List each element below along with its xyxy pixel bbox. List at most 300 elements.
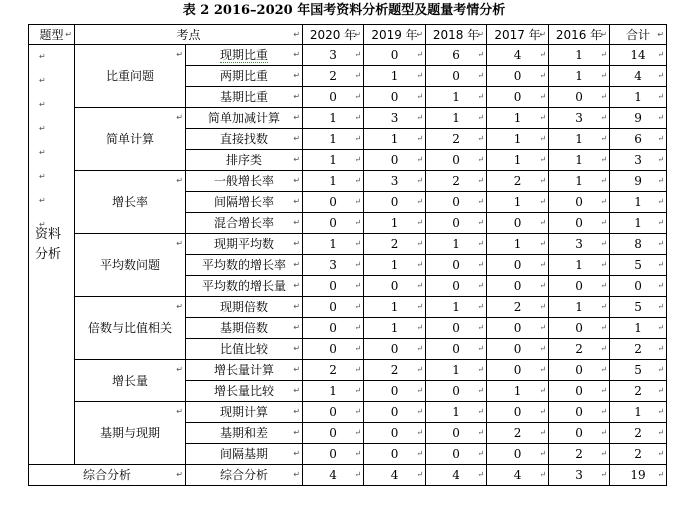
group-name: 简单计算 ↵ — [75, 108, 186, 171]
header-year-2017: 2017 年 ↵ — [487, 25, 549, 45]
point-label: 基期比重 ↵ — [186, 87, 303, 108]
point-label: 间隔增长率 ↵ — [186, 192, 303, 213]
value-cell: 1 ↵ — [303, 234, 364, 255]
value-cell: 4 ↵ — [487, 465, 549, 486]
value-cell: 1 ↵ — [426, 108, 487, 129]
paragraph-mark: ↵ — [477, 344, 485, 353]
value-cell: 0 ↵ — [303, 297, 364, 318]
value-cell: 3 ↵ — [303, 255, 364, 276]
paragraph-mark: ↵ — [477, 470, 485, 479]
table-row — [29, 108, 667, 129]
table-title: 表 2 2016–2020 年国考资料分析题型及题量考情分析 — [182, 3, 506, 18]
paragraph-mark: ↵ — [600, 71, 608, 80]
total-cell: 2 ↵ — [610, 444, 667, 465]
value-cell: 0 ↵ — [426, 444, 487, 465]
paragraph-mark: ↵ — [600, 50, 608, 59]
total-cell: 1 ↵ — [610, 318, 667, 339]
paragraph-mark: ↵ — [354, 386, 362, 395]
paragraph-mark: ↵ — [539, 176, 547, 185]
paragraph-mark: ↵ — [176, 50, 183, 59]
paragraph-mark: ↵ — [176, 407, 183, 416]
paragraph-mark: ↵ — [416, 176, 424, 185]
paragraph-mark: ↵ — [477, 449, 485, 458]
total-cell: 5 ↵ — [610, 255, 667, 276]
paragraph-mark: ↵ — [354, 260, 362, 269]
paragraph-mark: ↵ — [539, 134, 547, 143]
point-label: 现期计算 ↵ — [186, 402, 303, 423]
paragraph-mark: ↵ — [539, 323, 547, 332]
paragraph-mark: ↵ — [657, 197, 665, 206]
paragraph-mark: ↵ — [293, 449, 301, 458]
paragraph-mark: ↵ — [539, 155, 547, 164]
value-cell: 4 ↵ — [364, 465, 426, 486]
paragraph-mark: ↵ — [416, 134, 424, 143]
value-cell: 0 ↵ — [487, 276, 549, 297]
paragraph-mark: ↵ — [293, 470, 301, 479]
total-cell: 5 ↵ — [610, 297, 667, 318]
value-cell: 3 ↵ — [364, 108, 426, 129]
paragraph-mark: ↵ — [657, 176, 665, 185]
paragraph-mark: ↵ — [293, 176, 301, 185]
point-label: 平均数的增长率 ↵ — [186, 255, 303, 276]
paragraph-mark: ↵ — [600, 113, 608, 122]
value-cell: 0 ↵ — [549, 381, 610, 402]
group-name: 倍数与比值相关 ↵ — [75, 297, 186, 360]
paragraph-mark: ↵ — [416, 323, 424, 332]
paragraph-mark: ↵ — [39, 148, 46, 157]
paragraph-mark: ↵ — [600, 344, 608, 353]
paragraph-mark: ↵ — [477, 239, 485, 248]
paragraph-mark: ↵ — [354, 365, 362, 374]
value-cell: 3 ↵ — [303, 45, 364, 66]
value-cell: 6 ↵ — [426, 45, 487, 66]
paragraph-mark: ↵ — [354, 218, 362, 227]
value-cell: 1 ↵ — [303, 150, 364, 171]
total-cell: 14 ↵ — [610, 45, 667, 66]
value-cell: 0 ↵ — [303, 192, 364, 213]
total-cell: 2 ↵ — [610, 381, 667, 402]
value-cell: 0 ↵ — [364, 381, 426, 402]
point-label: 一般增长率 ↵ — [186, 171, 303, 192]
paragraph-mark: ↵ — [39, 52, 46, 61]
paragraph-mark: ↵ — [600, 239, 608, 248]
paragraph-mark: ↵ — [477, 281, 485, 290]
total-cell: 1 ↵ — [610, 192, 667, 213]
paragraph-mark: ↵ — [539, 239, 547, 248]
value-cell: 0 ↵ — [487, 402, 549, 423]
paragraph-mark: ↵ — [39, 172, 46, 181]
value-cell: 0 ↵ — [364, 45, 426, 66]
value-cell: 2 ↵ — [303, 66, 364, 87]
group-name: 增长率 ↵ — [75, 171, 186, 234]
paragraph-mark: ↵ — [354, 302, 362, 311]
header-year-2016: 2016 年 ↵ — [549, 25, 610, 45]
paragraph-mark: ↵ — [657, 470, 665, 479]
value-cell: 0 ↵ — [303, 339, 364, 360]
group-name: 比重问题 ↵ — [75, 45, 186, 108]
paragraph-mark: ↵ — [477, 260, 485, 269]
paragraph-mark: ↵ — [354, 470, 362, 479]
paragraph-mark: ↵ — [293, 218, 301, 227]
point-label: 现期平均数 ↵ — [186, 234, 303, 255]
value-cell: 1 ↵ — [303, 108, 364, 129]
value-cell: 2 ↵ — [487, 423, 549, 444]
paragraph-mark: ↵ — [416, 281, 424, 290]
value-cell: 0 ↵ — [426, 423, 487, 444]
paragraph-mark: ↵ — [657, 71, 665, 80]
value-cell: 4 ↵ — [303, 465, 364, 486]
paragraph-mark: ↵ — [416, 344, 424, 353]
exam-analysis-table — [28, 24, 667, 486]
value-cell: 1 ↵ — [364, 297, 426, 318]
paragraph-mark: ↵ — [416, 449, 424, 458]
point-label: 排序类 ↵ — [186, 150, 303, 171]
type-cell-marks — [29, 45, 74, 229]
total-cell: 1 ↵ — [610, 87, 667, 108]
paragraph-mark: ↵ — [477, 407, 485, 416]
paragraph-mark: ↵ — [39, 196, 46, 205]
value-cell: 0 ↵ — [303, 276, 364, 297]
value-cell: 1 ↵ — [549, 66, 610, 87]
point-label: 混合增长率 ↵ — [186, 213, 303, 234]
paragraph-mark: ↵ — [293, 365, 301, 374]
value-cell: 0 ↵ — [426, 339, 487, 360]
table-row — [29, 360, 667, 381]
value-cell: 1 ↵ — [487, 234, 549, 255]
table-row — [29, 171, 667, 192]
point-label: 增长量计算 ↵ — [186, 360, 303, 381]
value-cell: 4 ↵ — [487, 45, 549, 66]
header-year-2019: 2019 年 ↵ — [364, 25, 426, 45]
group-name: 综合分析 ↵ — [29, 465, 186, 486]
paragraph-mark: ↵ — [416, 92, 424, 101]
paragraph-mark: ↵ — [539, 71, 547, 80]
paragraph-mark: ↵ — [657, 344, 665, 353]
value-cell: 1 ↵ — [426, 87, 487, 108]
paragraph-mark: ↵ — [354, 449, 362, 458]
value-cell: 1 ↵ — [426, 360, 487, 381]
value-cell: 0 ↵ — [426, 66, 487, 87]
value-cell: 1 ↵ — [487, 381, 549, 402]
total-cell: 4 ↵ — [610, 66, 667, 87]
paragraph-mark: ↵ — [539, 470, 547, 479]
table-row — [29, 402, 667, 423]
paragraph-mark: ↵ — [657, 260, 665, 269]
paragraph-mark: ↵ — [600, 302, 608, 311]
value-cell: 2 ↵ — [364, 234, 426, 255]
paragraph-mark: ↵ — [600, 428, 608, 437]
paragraph-mark: ↵ — [416, 470, 424, 479]
value-cell: 0 ↵ — [487, 255, 549, 276]
paragraph-mark: ↵ — [657, 407, 665, 416]
value-cell: 1 ↵ — [364, 66, 426, 87]
paragraph-mark: ↵ — [539, 50, 547, 59]
header-year-2020: 2020 年 ↵ — [303, 25, 364, 45]
paragraph-mark: ↵ — [39, 100, 46, 109]
paragraph-mark: ↵ — [600, 386, 608, 395]
value-cell: 1 ↵ — [549, 129, 610, 150]
paragraph-mark: ↵ — [657, 113, 665, 122]
header-total: 合计 ↵ — [610, 25, 667, 45]
point-label: 基期倍数 ↵ — [186, 318, 303, 339]
value-cell: 1 ↵ — [487, 192, 549, 213]
paragraph-mark: ↵ — [600, 323, 608, 332]
value-cell: 0 ↵ — [487, 360, 549, 381]
value-cell: 1 ↵ — [487, 108, 549, 129]
paragraph-mark: ↵ — [354, 134, 362, 143]
value-cell: 0 ↵ — [487, 339, 549, 360]
point-label: 平均数的增长量 ↵ — [186, 276, 303, 297]
value-cell: 2 ↵ — [364, 360, 426, 381]
paragraph-mark: ↵ — [600, 218, 608, 227]
paragraph-mark: ↵ — [657, 302, 665, 311]
paragraph-mark: ↵ — [657, 50, 665, 59]
paragraph-mark: ↵ — [293, 302, 301, 311]
value-cell: 0 ↵ — [303, 318, 364, 339]
paragraph-mark: ↵ — [477, 302, 485, 311]
paragraph-mark: ↵ — [600, 92, 608, 101]
paragraph-mark: ↵ — [477, 134, 485, 143]
value-cell: 1 ↵ — [426, 297, 487, 318]
paragraph-mark: ↵ — [416, 113, 424, 122]
value-cell: 1 ↵ — [487, 150, 549, 171]
paragraph-mark: ↵ — [354, 113, 362, 122]
value-cell: 0 ↵ — [549, 276, 610, 297]
paragraph-mark: ↵ — [39, 124, 46, 133]
paragraph-mark: ↵ — [416, 302, 424, 311]
paragraph-mark: ↵ — [539, 386, 547, 395]
value-cell: 1 ↵ — [549, 171, 610, 192]
paragraph-mark: ↵ — [293, 50, 301, 59]
value-cell: 0 ↵ — [426, 192, 487, 213]
paragraph-mark: ↵ — [600, 155, 608, 164]
paragraph-mark: ↵ — [539, 344, 547, 353]
paragraph-mark: ↵ — [39, 76, 46, 85]
paragraph-mark: ↵ — [293, 239, 301, 248]
value-cell: 0 ↵ — [426, 255, 487, 276]
paragraph-mark: ↵ — [416, 428, 424, 437]
paragraph-mark: ↵ — [477, 176, 485, 185]
paragraph-mark: ↵ — [657, 134, 665, 143]
value-cell: 3 ↵ — [549, 234, 610, 255]
paragraph-mark: ↵ — [416, 71, 424, 80]
paragraph-mark: ↵ — [657, 239, 665, 248]
value-cell: 0 ↵ — [487, 87, 549, 108]
value-cell: 1 ↵ — [549, 150, 610, 171]
paragraph-mark: ↵ — [416, 50, 424, 59]
value-cell: 0 ↵ — [426, 213, 487, 234]
paragraph-mark: ↵ — [600, 407, 608, 416]
paragraph-mark: ↵ — [176, 302, 183, 311]
paragraph-mark: ↵ — [539, 197, 547, 206]
value-cell: 1 ↵ — [303, 171, 364, 192]
paragraph-mark: ↵ — [600, 134, 608, 143]
value-cell: 0 ↵ — [303, 213, 364, 234]
paragraph-mark: ↵ — [293, 344, 301, 353]
table-row — [29, 45, 667, 66]
paragraph-mark: ↵ — [657, 155, 665, 164]
paragraph-mark: ↵ — [354, 323, 362, 332]
paragraph-mark: ↵ — [657, 92, 665, 101]
paragraph-mark: ↵ — [477, 113, 485, 122]
group-name: 增长量 ↵ — [75, 360, 186, 402]
paragraph-mark: ↵ — [539, 407, 547, 416]
paragraph-mark: ↵ — [416, 260, 424, 269]
value-cell: 1 ↵ — [549, 45, 610, 66]
paragraph-mark: ↵ — [354, 71, 362, 80]
value-cell: 2 ↵ — [487, 297, 549, 318]
paragraph-mark: ↵ — [354, 50, 362, 59]
paragraph-mark: ↵ — [657, 449, 665, 458]
point-label: 间隔基期 ↵ — [186, 444, 303, 465]
value-cell: 0 ↵ — [303, 402, 364, 423]
paragraph-mark: ↵ — [539, 218, 547, 227]
paragraph-mark: ↵ — [293, 323, 301, 332]
paragraph-mark: ↵ — [176, 113, 183, 122]
paragraph-mark: ↵ — [600, 365, 608, 374]
paragraph-mark: ↵ — [354, 155, 362, 164]
paragraph-mark: ↵ — [416, 386, 424, 395]
value-cell: 0 ↵ — [364, 192, 426, 213]
point-label: 现期倍数 ↵ — [186, 297, 303, 318]
value-cell: 0 ↵ — [549, 192, 610, 213]
point-label: 增长量比较 ↵ — [186, 381, 303, 402]
paragraph-mark: ↵ — [657, 386, 665, 395]
point-label: 现期比重 ↵ — [186, 45, 303, 66]
paragraph-mark: ↵ — [293, 428, 301, 437]
value-cell: 1 ↵ — [303, 381, 364, 402]
value-cell: 0 ↵ — [303, 423, 364, 444]
value-cell: 0 ↵ — [303, 87, 364, 108]
value-cell: 3 ↵ — [549, 465, 610, 486]
total-cell: 2 ↵ — [610, 423, 667, 444]
paragraph-mark: ↵ — [477, 218, 485, 227]
value-cell: 2 ↵ — [426, 129, 487, 150]
paragraph-mark: ↵ — [293, 281, 301, 290]
header-row — [29, 25, 667, 45]
value-cell: 1 ↵ — [426, 402, 487, 423]
paragraph-mark: ↵ — [477, 386, 485, 395]
value-cell: 1 ↵ — [364, 255, 426, 276]
point-label: 两期比重 ↵ — [186, 66, 303, 87]
value-cell: 1 ↵ — [303, 129, 364, 150]
value-cell: 0 ↵ — [426, 150, 487, 171]
paragraph-mark: ↵ — [539, 449, 547, 458]
paragraph-mark: ↵ — [416, 239, 424, 248]
group-name: 基期与现期 ↵ — [75, 402, 186, 465]
point-label: 直接找数 ↵ — [186, 129, 303, 150]
paragraph-mark: ↵ — [416, 197, 424, 206]
paragraph-mark: ↵ — [539, 428, 547, 437]
type-label: 资料分析 — [35, 227, 62, 262]
paragraph-mark: ↵ — [293, 407, 301, 416]
paragraph-mark: ↵ — [477, 323, 485, 332]
value-cell: 0 ↵ — [426, 381, 487, 402]
total-cell: 1 ↵ — [610, 402, 667, 423]
paragraph-mark: ↵ — [293, 386, 301, 395]
total-cell: 3 ↵ — [610, 150, 667, 171]
header-type: 题型 ↵ — [29, 25, 75, 45]
value-cell: 0 ↵ — [549, 423, 610, 444]
paragraph-mark: ↵ — [354, 176, 362, 185]
total-cell: 19 ↵ — [610, 465, 667, 486]
total-cell: 8 ↵ — [610, 234, 667, 255]
value-cell: 2 ↵ — [426, 171, 487, 192]
table-row — [29, 234, 667, 255]
paragraph-mark: ↵ — [416, 155, 424, 164]
paragraph-mark: ↵ — [354, 428, 362, 437]
table-row — [29, 465, 667, 486]
paragraph-mark: ↵ — [600, 176, 608, 185]
value-cell: 0 ↵ — [364, 87, 426, 108]
paragraph-mark: ↵ — [293, 113, 301, 122]
table-row — [29, 297, 667, 318]
paragraph-mark: ↵ — [657, 281, 665, 290]
paragraph-mark: ↵ — [539, 113, 547, 122]
value-cell: 0 ↵ — [549, 360, 610, 381]
value-cell: 0 ↵ — [426, 276, 487, 297]
paragraph-mark: ↵ — [539, 365, 547, 374]
value-cell: 1 ↵ — [364, 213, 426, 234]
paragraph-mark: ↵ — [477, 197, 485, 206]
value-cell: 3 ↵ — [549, 108, 610, 129]
total-cell: 5 ↵ — [610, 360, 667, 381]
paragraph-mark: ↵ — [477, 71, 485, 80]
value-cell: 0 ↵ — [364, 402, 426, 423]
total-cell: 9 ↵ — [610, 108, 667, 129]
value-cell: 0 ↵ — [364, 276, 426, 297]
paragraph-mark: ↵ — [293, 260, 301, 269]
paragraph-mark: ↵ — [293, 92, 301, 101]
value-cell: 1 ↵ — [364, 129, 426, 150]
paragraph-mark: ↵ — [39, 220, 46, 229]
value-cell: 1 ↵ — [549, 255, 610, 276]
value-cell: 0 ↵ — [487, 213, 549, 234]
value-cell: 0 ↵ — [364, 150, 426, 171]
paragraph-mark: ↵ — [354, 407, 362, 416]
value-cell: 1 ↵ — [364, 318, 426, 339]
total-cell: 1 ↵ — [610, 213, 667, 234]
paragraph-mark: ↵ — [477, 365, 485, 374]
paragraph-mark: ↵ — [600, 197, 608, 206]
paragraph-mark: ↵ — [477, 92, 485, 101]
paragraph-mark: ↵ — [477, 155, 485, 164]
paragraph-mark: ↵ — [293, 134, 301, 143]
paragraph-mark: ↵ — [416, 407, 424, 416]
value-cell: 0 ↵ — [487, 66, 549, 87]
total-cell: 2 ↵ — [610, 339, 667, 360]
paragraph-mark: ↵ — [354, 197, 362, 206]
value-cell: 0 ↵ — [487, 318, 549, 339]
point-label: 基期和差 ↵ — [186, 423, 303, 444]
paragraph-mark: ↵ — [539, 281, 547, 290]
paragraph-mark: ↵ — [539, 92, 547, 101]
point-label: 综合分析 ↵ — [186, 465, 303, 486]
paragraph-mark: ↵ — [293, 197, 301, 206]
value-cell: 0 ↵ — [364, 423, 426, 444]
paragraph-mark: ↵ — [657, 428, 665, 437]
value-cell: 2 ↵ — [303, 360, 364, 381]
paragraph-mark: ↵ — [539, 302, 547, 311]
value-cell: 2 ↵ — [549, 444, 610, 465]
value-cell: 0 ↵ — [364, 444, 426, 465]
point-label: 简单加减计算 ↵ — [186, 108, 303, 129]
type-cell — [29, 45, 75, 465]
paragraph-mark: ↵ — [657, 323, 665, 332]
header-year-2018: 2018 年 ↵ — [426, 25, 487, 45]
paragraph-mark: ↵ — [600, 470, 608, 479]
paragraph-mark: ↵ — [354, 239, 362, 248]
